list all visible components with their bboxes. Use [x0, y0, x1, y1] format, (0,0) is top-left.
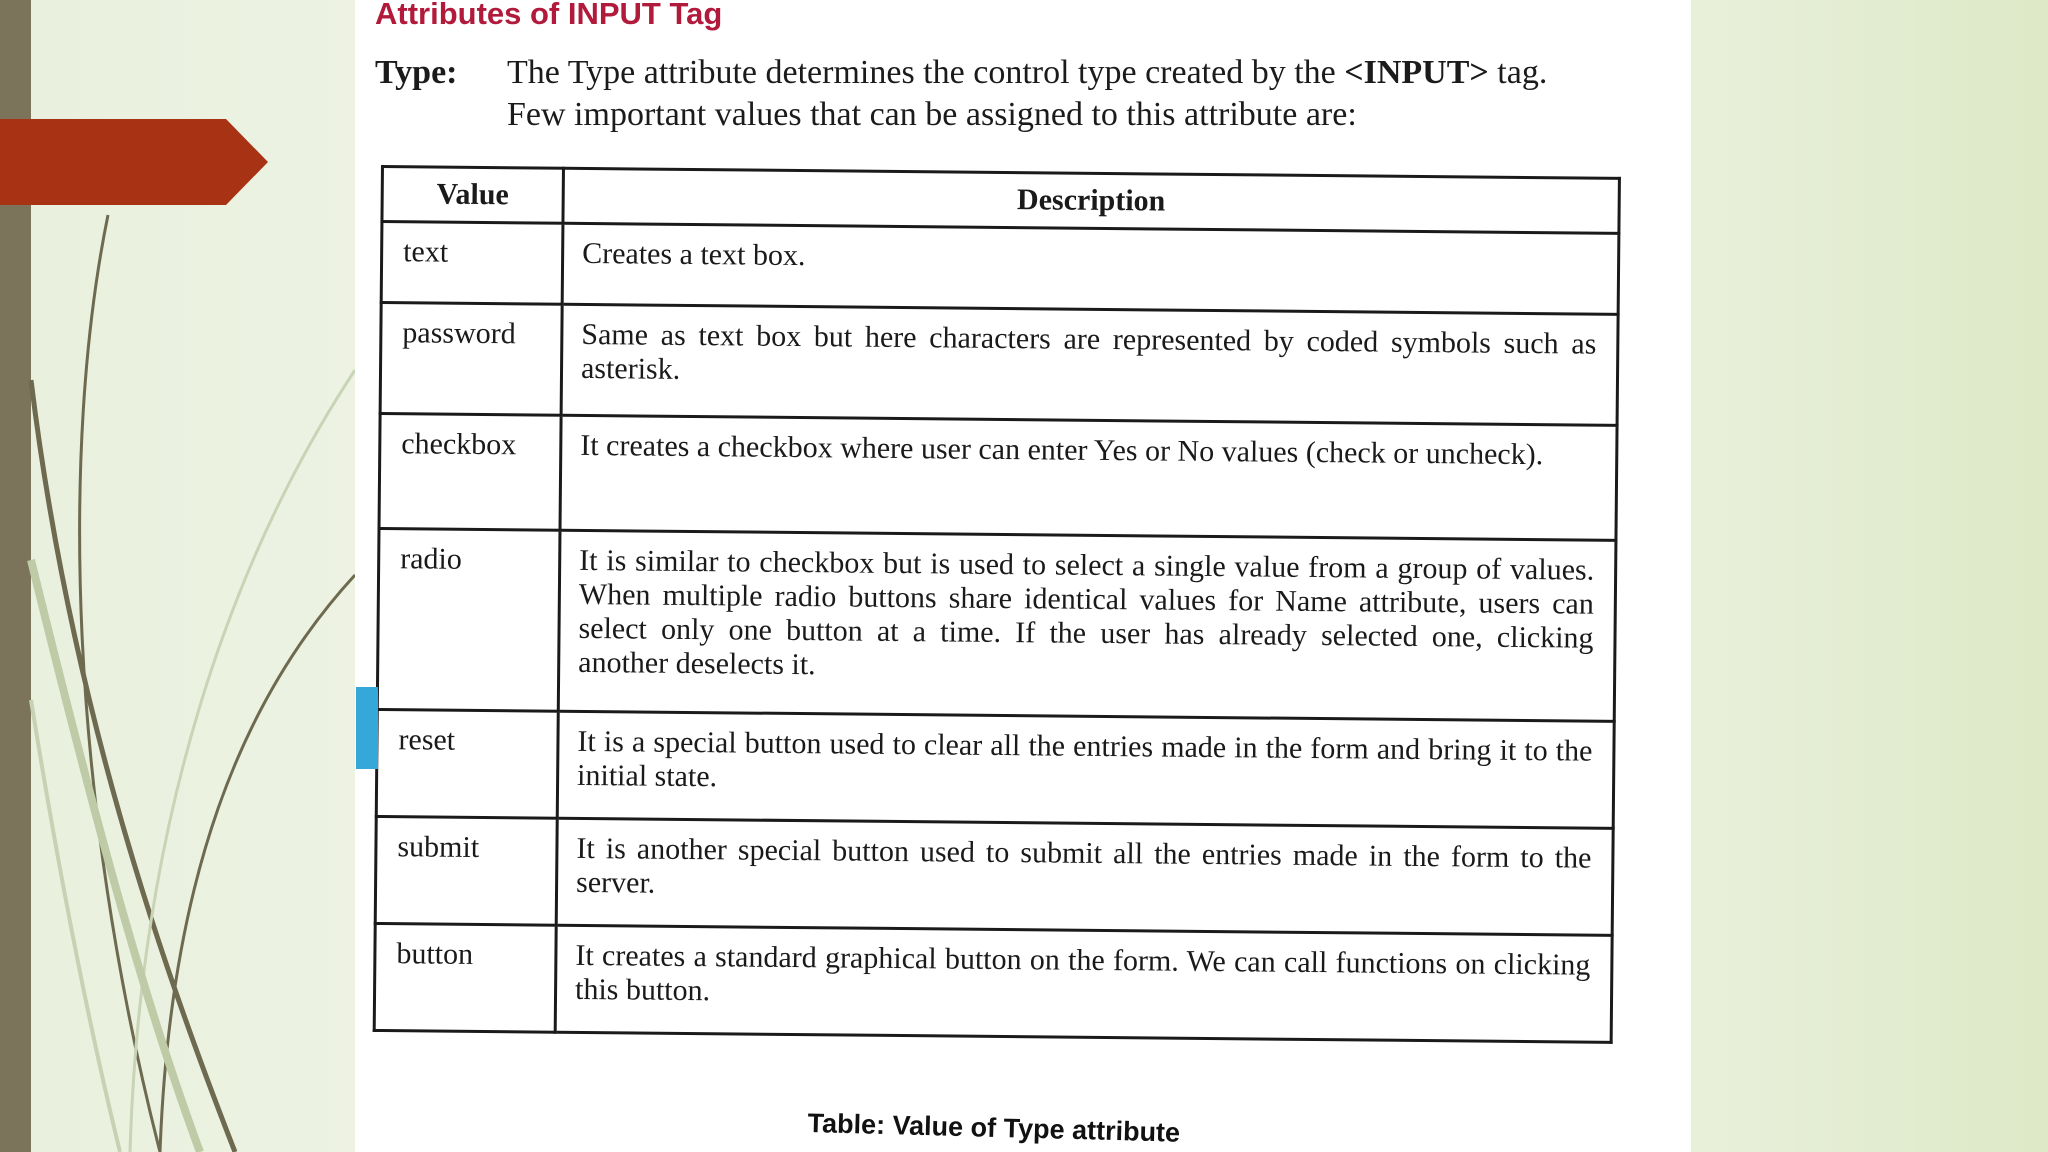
- table-row: [379, 414, 1617, 541]
- type-values-table: [373, 165, 1621, 1044]
- header-value: Value: [382, 167, 564, 224]
- description-cell: Creates a text box.: [562, 223, 1619, 314]
- description-cell: It is a special button used to clear all the entries made in the form and bring it to the initial state.: [557, 711, 1614, 828]
- value-cell: radio: [377, 528, 560, 711]
- value-cell: checkbox: [379, 414, 561, 531]
- description-cell: It is another special button used to submit all the entries made in the form to the server.: [556, 818, 1613, 935]
- value-cell: reset: [376, 709, 558, 818]
- value-cell: text: [381, 222, 563, 305]
- section-heading: Attributes of INPUT Tag: [375, 0, 723, 31]
- scanned-page: [355, 0, 1691, 1152]
- input-tag-text: <INPUT>: [1344, 54, 1489, 91]
- header-description: Description: [563, 168, 1619, 233]
- type-description: The Type attribute determines the control type created by the <INPUT> tag. Few important values that can be assigned to this attribute are:: [507, 54, 1548, 133]
- table-caption: Table: Value of Type attribute: [807, 1108, 1181, 1148]
- value-cell: password: [380, 303, 562, 416]
- table-row: [380, 303, 1618, 426]
- type-label: Type:: [375, 54, 458, 91]
- description-cell: Same as text box but here characters are represented by coded symbols such as asterisk.: [561, 304, 1618, 425]
- decorative-arrow: [0, 119, 270, 205]
- value-cell: submit: [375, 816, 557, 925]
- description-cell: It creates a standard graphical button on the form. We can call functions on clicking this button.: [555, 925, 1612, 1042]
- table-row: [381, 222, 1619, 315]
- value-cell: button: [374, 923, 556, 1032]
- table-row: [374, 923, 1612, 1042]
- description-cell: It is similar to checkbox but is used to select a single value from a group of values. When multiple radio buttons share identical values for Name attribute, users can select only one button at a time. If the user has already selected one, clicking another deselects it.: [558, 530, 1616, 721]
- table-row: [376, 709, 1614, 828]
- table-row: [375, 816, 1613, 935]
- values-table-wrapper: [373, 165, 1633, 1044]
- description-cell: It creates a checkbox where user can enter Yes or No values (check or uncheck).: [560, 415, 1617, 540]
- blue-margin-marker: [356, 687, 378, 769]
- table-row: [377, 528, 1616, 721]
